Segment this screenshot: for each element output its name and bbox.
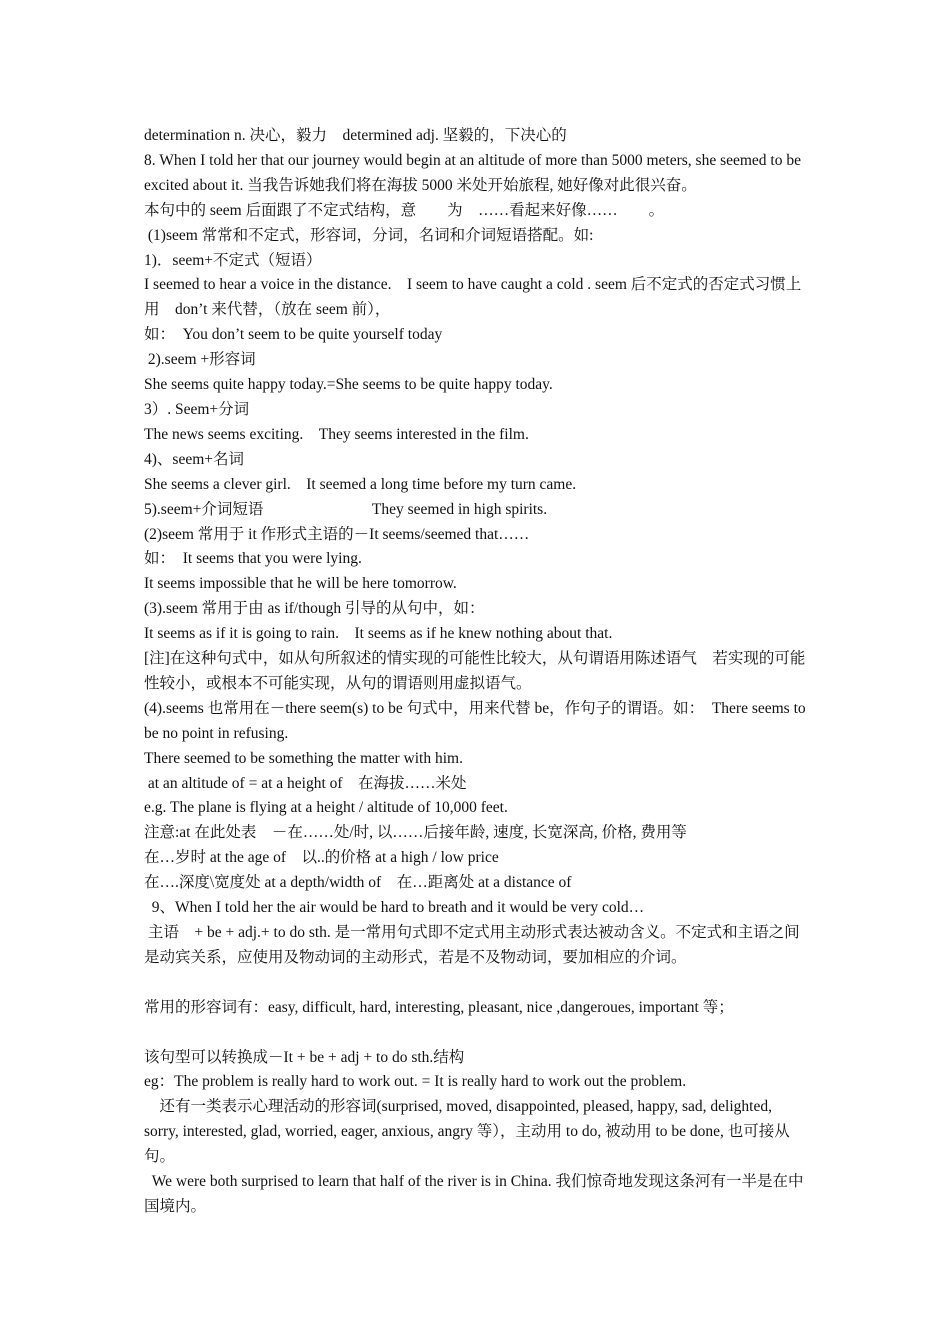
text-line: 4)、seem+名词 [144, 450, 245, 468]
text-line: (3).seem 常用于由 as if/though 引导的从句中，如： [144, 600, 485, 618]
document-body [144, 124, 808, 1220]
text-line: 主语 + be + adj.+ to do sth. 是一常用句式即不定式用主动形式表达被动含义。不定式和主语之间是动宾关系，应使用及物动词的主动形式，若是不及物动词，要加相应的介词。 [144, 924, 800, 966]
text-line: 5).seem+介词短语 They seemed in high spirits. [144, 500, 548, 518]
text-line: 8. When I told her that our journey would begin at an altitude of more than 5000 meters, she seemed to be excited about it. 当我告诉她我们将在海拔 5000 米处开始旅程, 她好像对此很兴奋。 [144, 151, 805, 194]
text-line: (4).seems 也常用在－there seem(s) to be 句式中，用来代替 be，作句子的谓语。如： There seems to be no point in refusing. [144, 699, 810, 742]
text-line: It seems impossible that he will be here tomorrow. [144, 575, 457, 593]
text-line: The news seems exciting. They seems interested in the film. [144, 425, 529, 443]
text-line: 注意:at 在此处表 －在……处/时, 以……后接年龄, 速度, 长宽深高, 价格, 费用等 [144, 824, 687, 842]
text-line: She seems quite happy today.=She seems to be quite happy today. [144, 376, 553, 394]
text-line: [注]在这种句式中，如从句所叙述的情实现的可能性比较大，从句谓语用陈述语气 若实现的可能性较小，或根本不可能实现，从句的谓语则用虚拟语气。 [144, 650, 806, 692]
blank-line [144, 971, 808, 996]
text-line: 3）. Seem+分词 [144, 400, 250, 418]
text-line: 在…岁时 at the age of 以..的价格 at a high / low price [144, 849, 499, 867]
text-line: It seems as if it is going to rain. It seems as if he knew nothing about that. [144, 625, 613, 643]
text-line: I seemed to hear a voice in the distance. I seem to have caught a cold . seem 后不定式的否定式习惯上用 don’t 来代替，（放在 seem 前）， [144, 276, 802, 319]
text-line: 该句型可以转换成－It + be + adj + to do sth.结构 [144, 1048, 465, 1066]
text-line: 如： It seems that you were lying. [144, 550, 362, 568]
text-line: eg：The problem is really hard to work out. = It is really hard to work out the problem. [144, 1073, 687, 1091]
text-line: 本句中的 seem 后面跟了不定式结构，意 为 ……看起来好像…… 。 [144, 201, 665, 219]
text-line: determination n. 决心，毅力 determined adj. 坚毅的，下决心的 [144, 127, 567, 144]
text-line: at an altitude of = at a height of 在海拔……米处 [144, 774, 467, 792]
text-line: 在….深度\宽度处 at a depth/width of 在…距离处 at a distance of [144, 874, 572, 892]
text-line: (2)seem 常用于 it 作形式主语的－It seems/seemed that…… [144, 525, 530, 543]
text-line: (1)seem 常常和不定式，形容词，分词，名词和介词短语搭配。如: [144, 226, 594, 244]
text-line: 9、When I told her the air would be hard to breath and it would be very cold… [144, 899, 645, 917]
text-line: 如： You don’t seem to be quite yourself today [144, 326, 443, 344]
text-line: 常用的形容词有：easy, difficult, hard, interesting, pleasant, nice ,dangeroues, important 等； [144, 998, 734, 1016]
blank-line [144, 1021, 808, 1046]
text-line: 2).seem +形容词 [144, 351, 256, 369]
text-line: There seemed to be something the matter with him. [144, 749, 463, 767]
text-line: e.g. The plane is flying at a height / altitude of 10,000 feet. [144, 799, 508, 817]
text-line: 1)．seem+不定式（短语） [144, 251, 322, 269]
text-line: 还有一类表示心理活动的形容词(surprised, moved, disappointed, pleased, happy, sad, delighted, sorry, interested, glad, worried, eager, anxious, angry 等），主动用 to do, 被动用 to be done, 也可接从句。 [144, 1098, 790, 1166]
text-line: She seems a clever girl. It seemed a long time before my turn came. [144, 475, 577, 493]
text-line: We were both surprised to learn that half of the river is in China. 我们惊奇地发现这条河有一半是在中国境内。 [144, 1173, 804, 1215]
